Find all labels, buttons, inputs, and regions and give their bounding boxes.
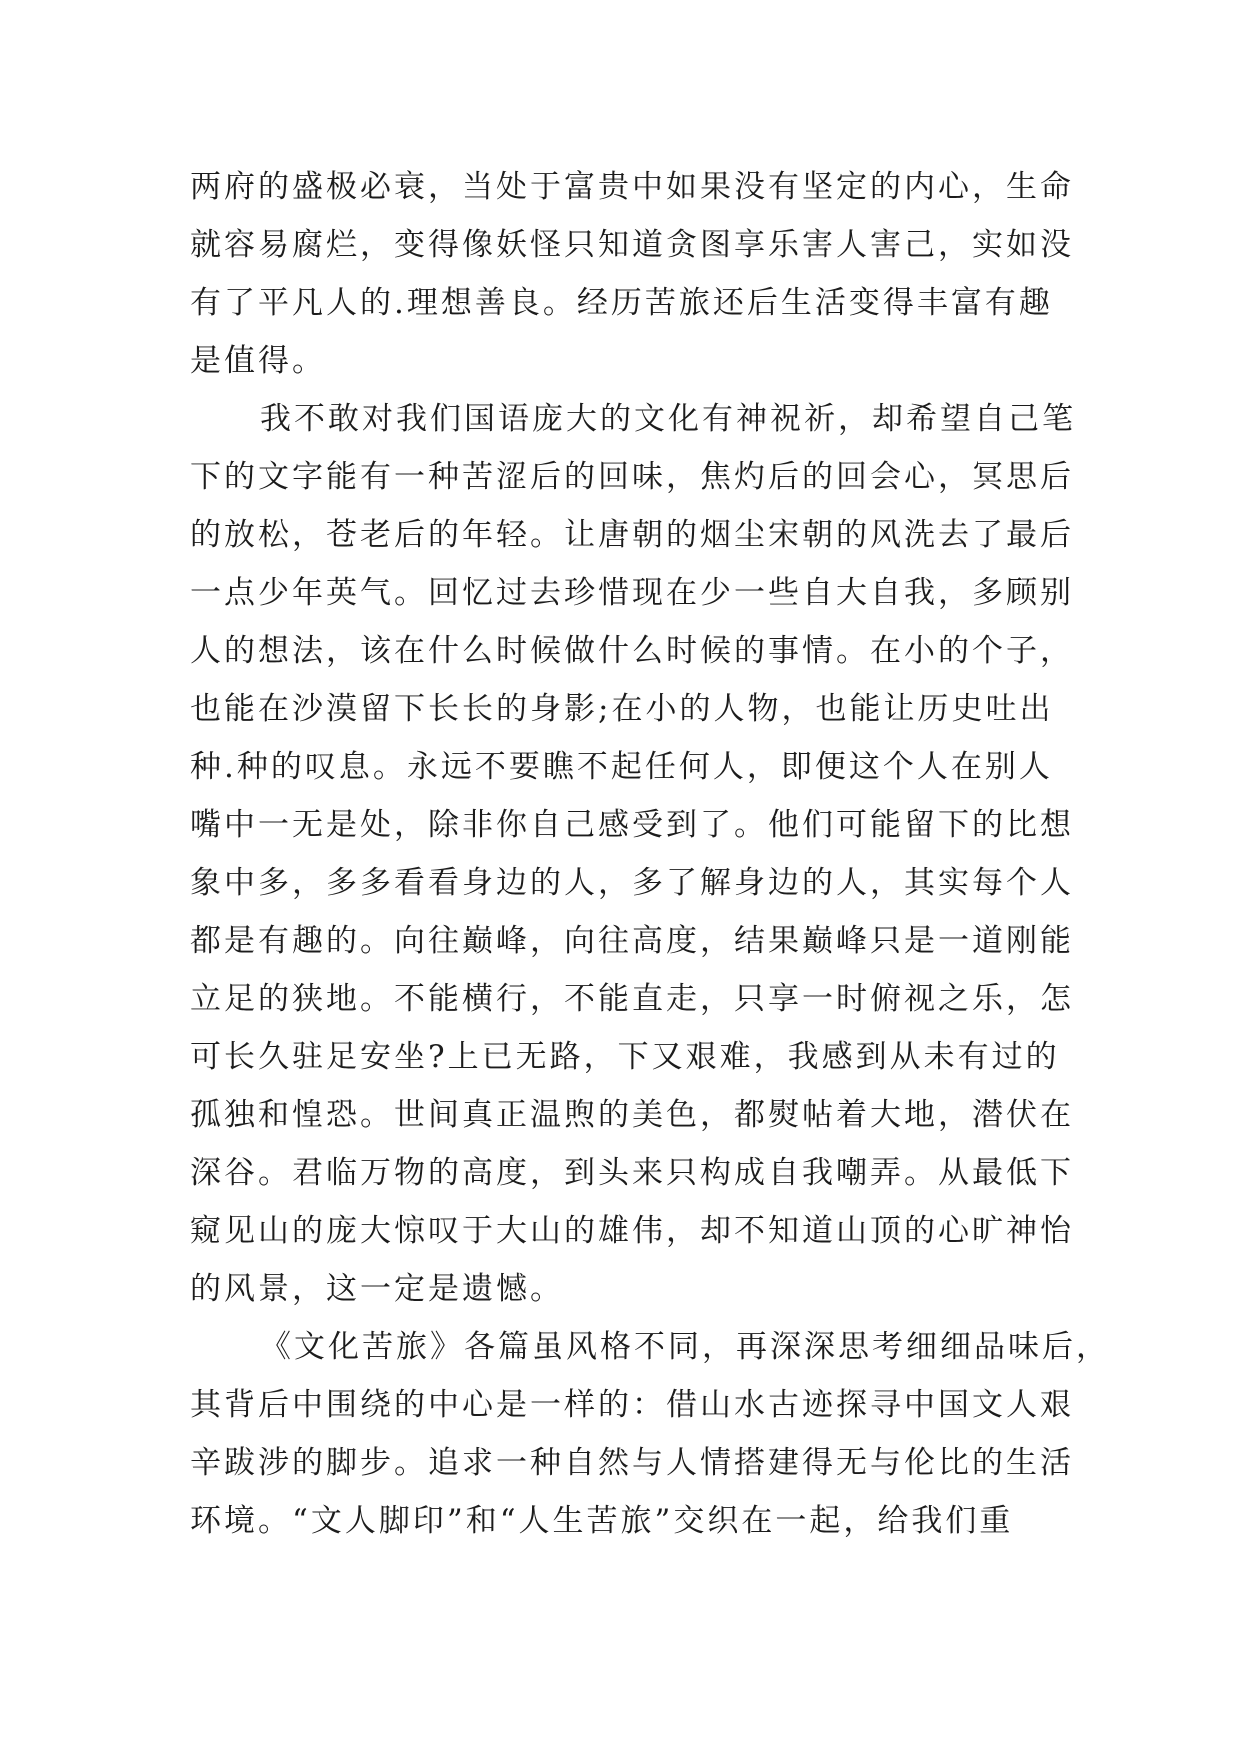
paragraph-line: 人的想法，该在什么时候做什么时候的事情。在小的个子， [190,633,1074,669]
paragraph-line: 的风景，这一定是遗憾。 [190,1271,564,1307]
paragraph-line: 深谷。君临万物的高度，到头来只构成自我嘲弄。从最低下 [190,1155,1074,1191]
paragraph-2 [190,390,1076,1318]
paragraph-line: 其背后中围绕的中心是一样的：借山水古迹探寻中国文人艰 [190,1387,1074,1423]
paragraph-line: 都是有趣的。向往巅峰，向往高度，结果巅峰只是一道刚能 [190,923,1074,959]
paragraph-line: 的放松，苍老后的年轻。让唐朝的烟尘宋朝的风洗去了最后 [190,517,1074,553]
paragraph-line: 环境。“文人脚印”和“人生苦旅”交织在一起，给我们重 [190,1503,1014,1539]
paragraph-line: 也能在沙漠留下长长的身影;在小的人物，也能让历史吐出 [190,691,1054,727]
paragraph-line: 种.种的叹息。永远不要瞧不起任何人，即便这个人在别人 [190,749,1053,785]
paragraph-line: 就容易腐烂，变得像妖怪只知道贪图享乐害人害己，实如没 [190,227,1074,263]
paragraph-line: 《文化苦旅》各篇虽风格不同，再深深思考细细品味后， [260,1329,1110,1365]
paragraph-line: 一点少年英气。回忆过去珍惜现在少一些自大自我，多顾别 [190,575,1074,611]
paragraph-line: 辛跋涉的脚步。追求一种自然与人情搭建得无与伦比的生活 [190,1445,1074,1481]
paragraph-line: 孤独和惶恐。世间真正温煦的美色，都熨帖着大地，潜伏在 [190,1097,1074,1133]
paragraph-line: 有了平凡人的.理想善良。经历苦旅还后生活变得丰富有趣 [190,285,1053,321]
paragraph-line: 我不敢对我们国语庞大的文化有神祝祈，却希望自己笔 [260,401,1076,437]
paragraph-line: 两府的盛极必衰，当处于富贵中如果没有坚定的内心，生命 [190,169,1074,205]
paragraph-1 [190,158,1074,390]
paragraph-line: 窥见山的庞大惊叹于大山的雄伟，却不知道山顶的心旷神怡 [190,1213,1074,1249]
paragraph-line: 可长久驻足安坐?上已无路，下又艰难，我感到从未有过的 [190,1039,1060,1075]
paragraph-line: 是值得。 [190,343,326,379]
paragraph-3 [190,1318,1110,1550]
paragraph-line: 下的文字能有一种苦涩后的回味，焦灼后的回会心，冥思后 [190,459,1074,495]
paragraph-line: 象中多，多多看看身边的人，多了解身边的人，其实每个人 [190,865,1074,901]
paragraph-line: 立足的狭地。不能横行，不能直走，只享一时俯视之乐，怎 [190,981,1074,1017]
paragraph-line: 嘴中一无是处，除非你自己感受到了。他们可能留下的比想 [190,807,1074,843]
